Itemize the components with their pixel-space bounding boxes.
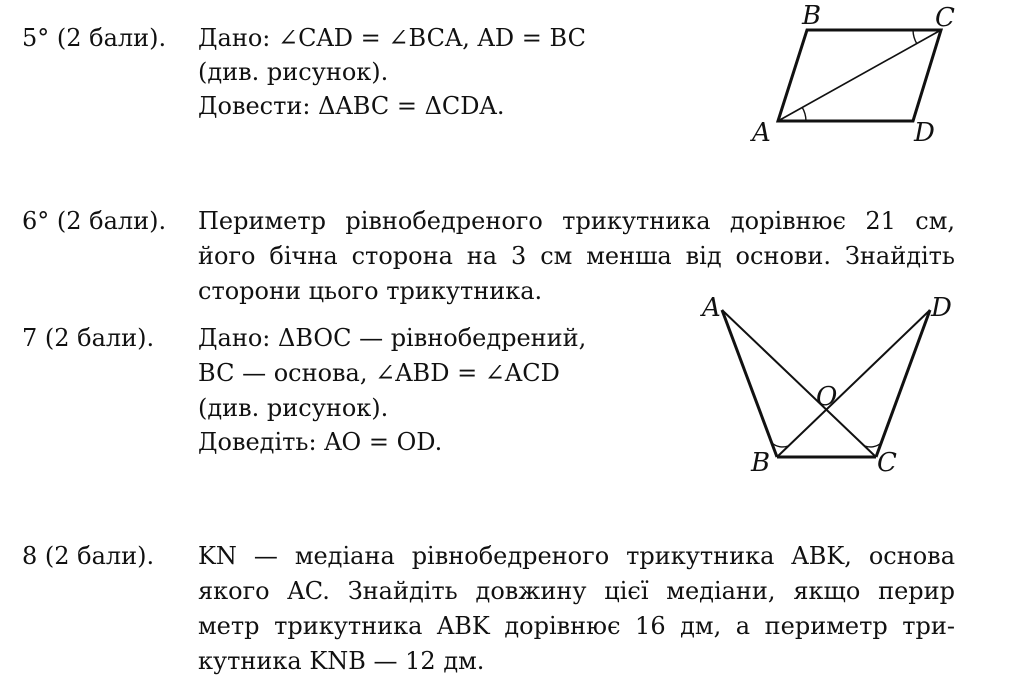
point-label-b7: B (751, 448, 771, 478)
problem-5-line-1: Дано: ∠CAD = ∠BCA, AD = BC (198, 24, 586, 52)
angle-arc-a (802, 107, 806, 121)
segment-ab (722, 310, 777, 457)
problem-8-line-1: KN — медіана рівнобедреного трикутника ABK, основа (198, 542, 955, 570)
problem-6-line-1: Периметр рівнобедреного трикутника дорівнює 21 см, (198, 207, 955, 235)
problem-5-line-2: (див. рисунок). (198, 58, 389, 86)
point-label-a: A (752, 118, 771, 148)
problem-7-label: 7 (2 бали). (22, 324, 155, 352)
problem-8-line-4: кутника KNB — 12 дм. (198, 647, 485, 675)
segment-dc (876, 310, 930, 457)
point-label-d7: D (931, 293, 952, 323)
problem-5-line-3: Довести: ΔABC = ΔCDA. (198, 92, 505, 120)
problem-7-line-1: Дано: ΔBOC — рівнобедрений, (198, 324, 587, 352)
problem-6-label: 6° (2 бали). (22, 207, 167, 235)
point-label-a7: A (702, 293, 721, 323)
point-label-o: O (816, 382, 838, 412)
problem-8-line-2: якого AC. Знайдіть довжину цієї медіани, якщо перир (198, 577, 955, 605)
point-label-c7: C (877, 448, 897, 478)
problem-5-figure-parallelogram (745, 0, 985, 150)
problem-8-line-3: метр трикутника ABK дорівнює 16 дм, а периметр три- (198, 612, 955, 640)
problem-6-line-3: сторони цього трикутника. (198, 277, 543, 305)
problem-7-line-3: (див. рисунок). (198, 394, 389, 422)
point-label-c: C (935, 3, 955, 33)
problem-7-line-4: Доведіть: AO = OD. (198, 428, 443, 456)
problem-7-figure-crossed-triangles (695, 285, 975, 485)
point-label-d: D (914, 118, 935, 148)
problem-5-label: 5° (2 бали). (22, 24, 167, 52)
angle-arc-c (913, 30, 917, 44)
problem-6-line-2: його бічна сторона на 3 см менша від основи. Знайдіть (198, 242, 955, 270)
problem-8-label: 8 (2 бали). (22, 542, 155, 570)
point-label-b: B (802, 1, 822, 31)
problem-7-line-2: BC — основа, ∠ABD = ∠ACD (198, 359, 560, 387)
